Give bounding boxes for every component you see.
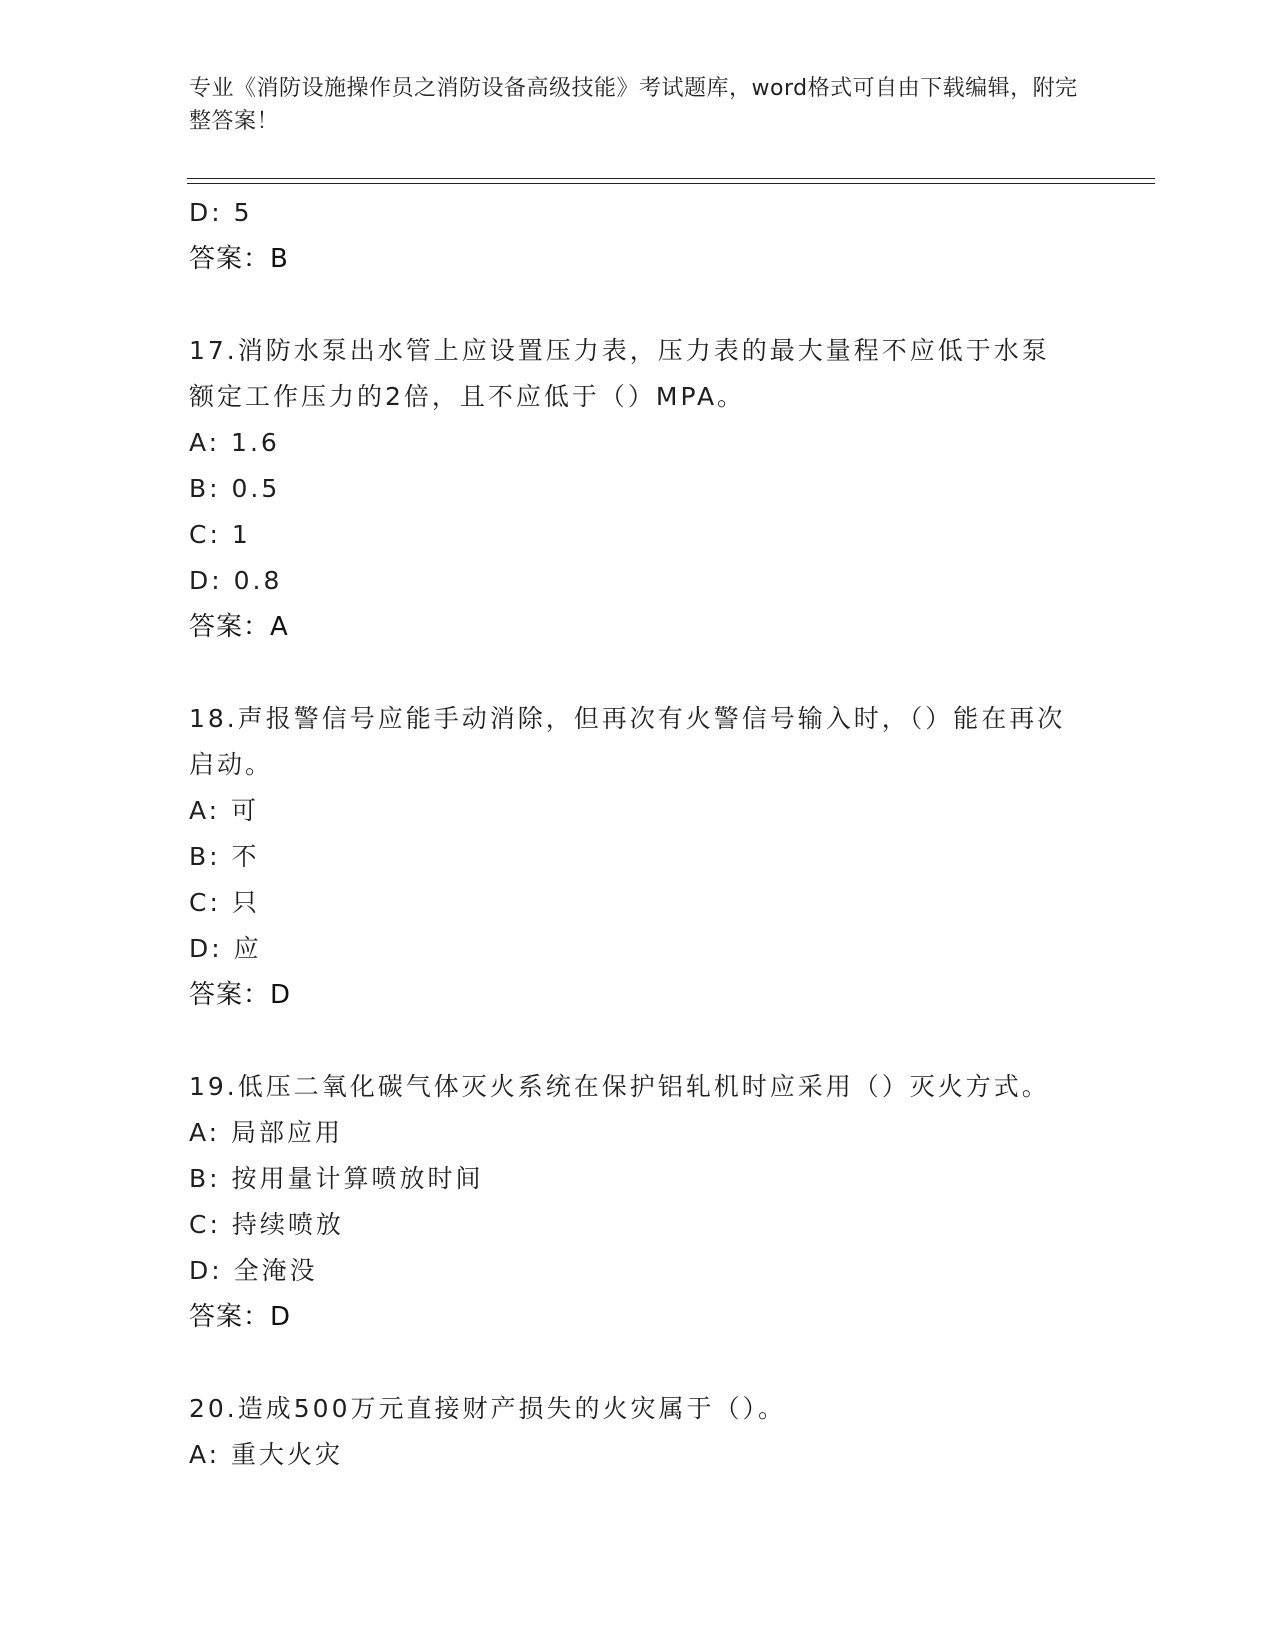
spacer (189, 282, 1089, 328)
option-d: D: 5 (189, 198, 253, 227)
option-c: C: 持续喷放 (189, 1210, 344, 1239)
option-b: B: 按用量计算喷放时间 (189, 1164, 484, 1193)
option-a: A: 1.6 (189, 428, 280, 457)
answer-label: 答案：A (189, 612, 289, 642)
option-b: B: 不 (189, 842, 260, 871)
question-17 (189, 328, 1089, 650)
spacer (189, 1018, 1089, 1064)
option-a: A: 可 (189, 796, 260, 825)
question-19 (189, 1064, 1089, 1340)
question-stem: 18.声报警信号应能手动消除，但再次有火警信号输入时，（）能在再次启动。 (189, 704, 1066, 779)
document-header: 专业《消防设施操作员之消防设备高级技能》考试题库，word格式可自由下载编辑，附完整答案！ (189, 76, 1078, 134)
question-list (189, 190, 1089, 1478)
option-a: A: 重大火灾 (189, 1440, 344, 1469)
answer-label: 答案：D (189, 980, 292, 1010)
answer-label: 答案：B (189, 244, 289, 274)
question-20 (189, 1386, 1089, 1478)
header-divider-top (187, 178, 1155, 179)
option-d: D: 0.8 (189, 566, 283, 595)
option-c: C: 只 (189, 888, 260, 917)
option-d: D: 全淹没 (189, 1256, 318, 1285)
question-18 (189, 696, 1089, 1018)
option-d: D: 应 (189, 934, 262, 963)
option-b: B: 0.5 (189, 474, 281, 503)
option-c: C: 1 (189, 520, 251, 549)
spacer (189, 650, 1089, 696)
option-a: A: 局部应用 (189, 1118, 344, 1147)
question-stem: 19.低压二氧化碳气体灭火系统在保护铝轧机时应采用（）灭火方式。 (189, 1072, 1050, 1101)
question-stem: 17.消防水泵出水管上应设置压力表，压力表的最大量程不应低于水泵额定工作压力的2倍，且不应低于（）MPA。 (189, 336, 1050, 411)
header-divider-bottom (187, 183, 1155, 184)
spacer (189, 1340, 1089, 1386)
answer-label: 答案：D (189, 1302, 292, 1332)
question-stem: 20.造成500万元直接财产损失的火灾属于（）。 (189, 1394, 786, 1423)
